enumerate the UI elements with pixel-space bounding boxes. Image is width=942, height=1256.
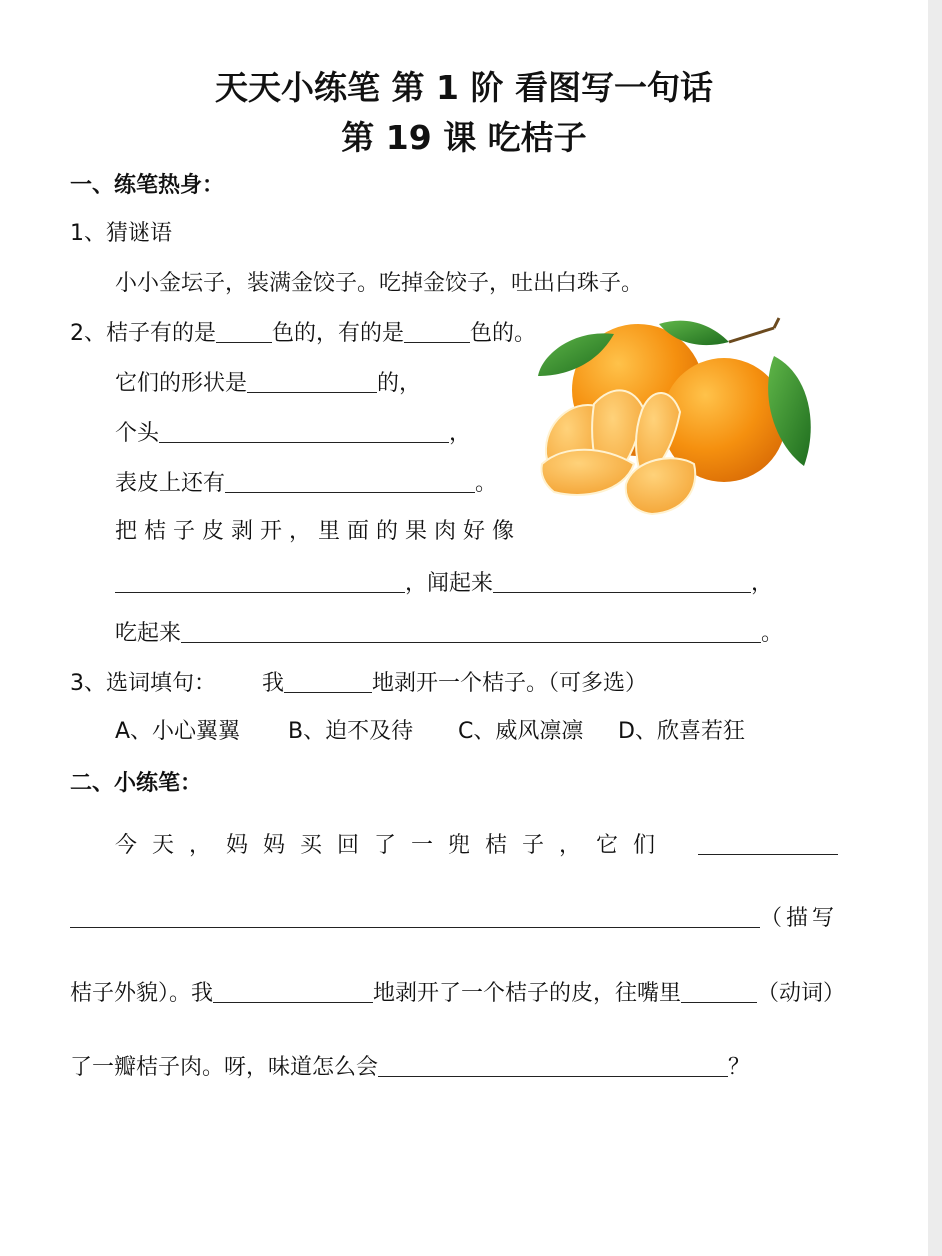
verb-blank[interactable] (681, 980, 757, 1003)
q2-inside-line: 把桔子皮剥开，里面的果肉好像 (115, 519, 522, 544)
peel-text-b: 。 (475, 471, 498, 496)
flesh-blank[interactable] (115, 570, 405, 593)
q3-option-b[interactable]: B、迫不及待 (288, 719, 414, 744)
tangerine-image (534, 314, 818, 526)
writing-line-3 (70, 980, 845, 1008)
segment-5 (626, 458, 695, 514)
q2-peel-line (115, 470, 497, 498)
writing-line-4 (70, 1054, 750, 1082)
section-2-heading: 二、小练笔： (70, 771, 203, 796)
color-blank-1[interactable] (216, 320, 272, 343)
shape-blank[interactable] (247, 370, 377, 393)
writing-blank-3[interactable] (213, 980, 373, 1003)
taste-blank[interactable] (181, 620, 761, 643)
writing-text-4a: 了一瓣桔子肉。呀，味道怎么会 (70, 1055, 379, 1080)
writing-line-1 (115, 832, 838, 860)
page-edge-strip (928, 0, 942, 1256)
q1-label: 1、猜谜语 (70, 221, 172, 246)
shape-text-a: 它们的形状是 (115, 371, 248, 396)
writing-text-2: （描写 (760, 906, 839, 931)
q3-option-a[interactable]: A、小心翼翼 (115, 719, 241, 744)
writing-text-4b: ？ (728, 1055, 751, 1080)
size-blank[interactable] (159, 420, 449, 443)
q2-taste-line (115, 620, 783, 648)
q3-text-a: 我 (262, 671, 285, 696)
q3-sentence (262, 670, 647, 698)
q2-size-line (115, 420, 471, 448)
smell-blank[interactable] (493, 570, 751, 593)
smell-text-b: ， (751, 571, 774, 596)
writing-line-2 (70, 905, 838, 933)
peel-blank[interactable] (225, 470, 475, 493)
q2-text-c: 色的。 (470, 321, 537, 346)
writing-text-3c: （动词） (757, 981, 846, 1006)
q2-color-line (70, 320, 536, 348)
peel-text-a: 表皮上还有 (115, 471, 226, 496)
q2-smell-line (115, 570, 773, 598)
q3-option-d[interactable]: D、欣喜若狂 (618, 719, 745, 744)
q2-text-b: 色的，有的是 (272, 321, 405, 346)
section-1-heading: 一、练笔热身： (70, 173, 225, 198)
q1-riddle: 小小金坛子，装满金饺子。吃掉金饺子，吐出白珠子。 (115, 271, 644, 296)
size-text-b: ， (449, 421, 472, 446)
q3-option-c[interactable]: C、威风凛凛 (458, 719, 584, 744)
writing-text-1: 今天，妈妈买回了一兜桔子，它们 (115, 833, 671, 858)
q2-text-a: 2、桔子有的是 (70, 321, 216, 346)
writing-text-3a: 桔子外貌）。我 (70, 981, 214, 1006)
taste-text-b: 。 (761, 621, 784, 646)
taste-text-a: 吃起来 (115, 621, 182, 646)
size-text-a: 个头 (115, 421, 160, 446)
q2-shape-line (115, 370, 421, 398)
writing-blank-4[interactable] (378, 1054, 728, 1077)
q3-label: 3、选词填句： (70, 671, 216, 696)
adverb-blank[interactable] (284, 670, 372, 693)
lesson-title: 第 19 课 吃桔子 (341, 118, 587, 157)
writing-blank-2[interactable] (70, 905, 760, 928)
q3-text-b: 地剥开一个桔子。（可多选） (372, 671, 648, 696)
worksheet-title: 天天小练笔 第 1 阶 看图写一句话 (215, 68, 713, 107)
writing-text-3b: 地剥开了一个桔子的皮，往嘴里 (373, 981, 682, 1006)
smell-text-a: ，闻起来 (405, 571, 494, 596)
segment-4 (542, 450, 635, 495)
color-blank-2[interactable] (404, 320, 470, 343)
shape-text-b: 的， (377, 371, 422, 396)
writing-blank-1[interactable] (698, 832, 838, 855)
